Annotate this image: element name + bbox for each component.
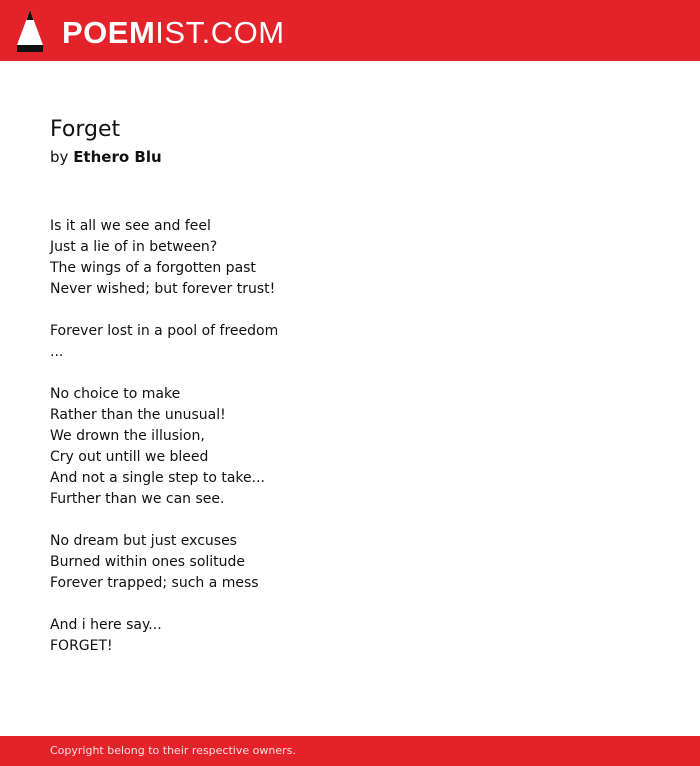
poem-line: The wings of a forgotten past [50, 260, 256, 276]
poem-line: FORGET! [50, 638, 113, 654]
poem-title: Forget [50, 117, 121, 142]
poem-line: Just a lie of in between? [50, 239, 218, 255]
stanza [50, 384, 650, 510]
poem-line: Forever lost in a pool of freedom [50, 323, 279, 339]
poem-line: Cry out untill we bleed [50, 449, 209, 465]
site-header [0, 0, 700, 61]
poem-body [50, 216, 650, 657]
byline-label: by [50, 148, 69, 166]
site-logo-text [62, 14, 285, 50]
stanza [50, 216, 650, 300]
poem-line: Further than we can see. [50, 491, 225, 507]
poem-line: ... [50, 344, 64, 360]
site-footer [0, 736, 700, 766]
poem-line: Is it all we see and feel [50, 218, 211, 234]
poem-content [50, 114, 650, 678]
poem-line: No dream but just excuses [50, 533, 237, 549]
poem-byline [50, 146, 650, 168]
stanza [50, 531, 650, 594]
logo-bold-text: POEM [62, 14, 156, 50]
poem-line: Rather than the unusual! [50, 407, 226, 423]
poem-line: We drown the illusion, [50, 428, 205, 444]
copyright-text: Copyright belong to their respective owners. [50, 744, 296, 757]
poem-line: And not a single step to take... [50, 470, 265, 486]
poem-line: Never wished; but forever trust! [50, 281, 276, 297]
stanza [50, 321, 650, 363]
pencil-tip-icon [16, 9, 44, 53]
stanza [50, 615, 650, 657]
site-logo-link[interactable] [16, 8, 285, 54]
logo-light-text: IST.COM [155, 14, 285, 50]
poem-line: No choice to make [50, 386, 181, 402]
author-link[interactable]: Ethero Blu [73, 148, 162, 166]
poem-line: Forever trapped; such a mess [50, 575, 259, 591]
poem-line: And i here say... [50, 617, 162, 633]
poem-line: Burned within ones solitude [50, 554, 246, 570]
